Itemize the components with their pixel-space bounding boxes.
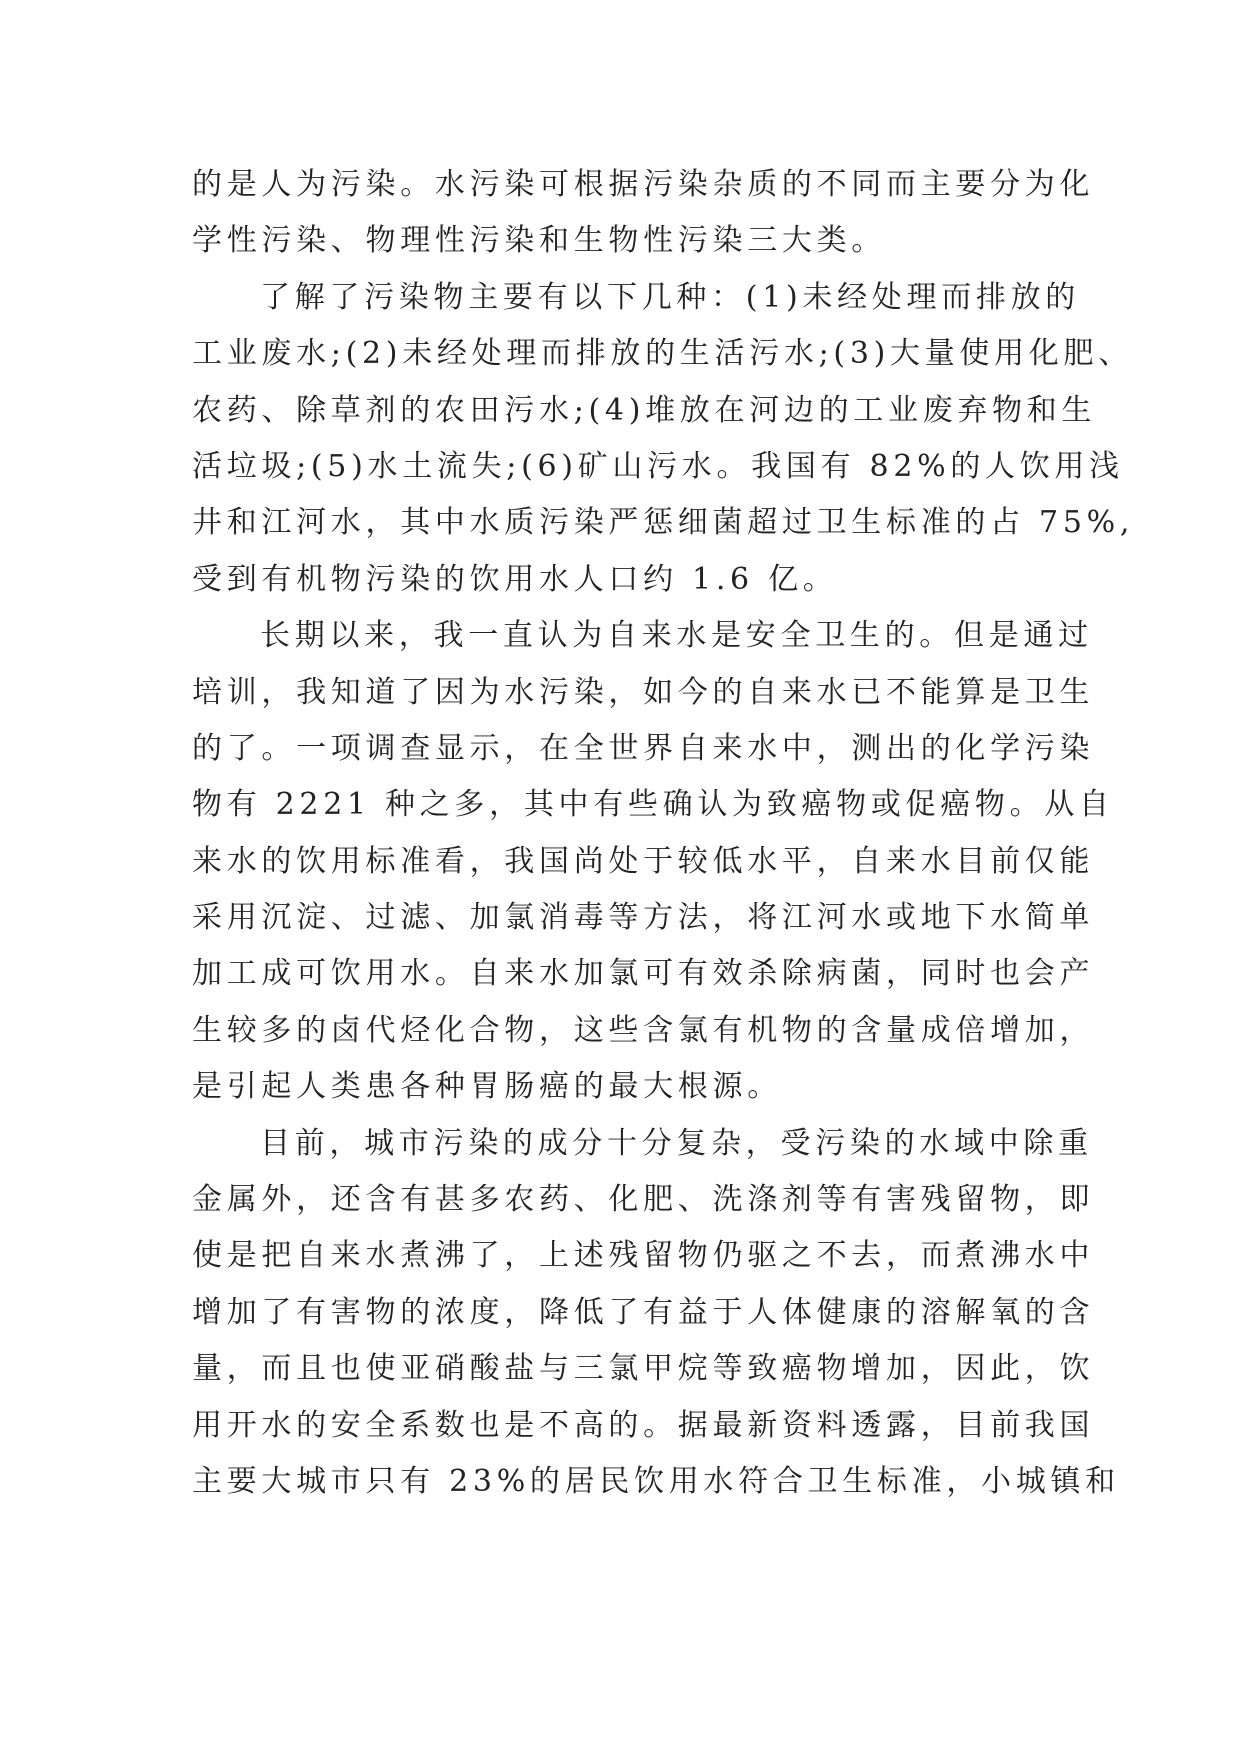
- text-line: 的是人为污染。水污染可根据污染杂质的不同而主要分为化: [192, 167, 1095, 202]
- text-line: 用开水的安全系数也是不高的。据最新资料透露，目前我国: [192, 1407, 1095, 1443]
- text-line: 物有 2221 种之多，其中有些确认为致癌物或促癌物。从自: [192, 787, 1114, 823]
- text-line: 学性污染、物理性污染和生物性污染三大类。: [192, 223, 886, 259]
- text-line: 金属外，还含有甚多农药、化肥、洗涤剂等有害残留物，即: [192, 1182, 1095, 1218]
- text-line: 使是把自来水煮沸了，上述残留物仍驱之不去，而煮沸水中: [192, 1238, 1095, 1274]
- text-line: 主要大城市只有 23%的居民饮用水符合卫生标准，小城镇和: [192, 1463, 1120, 1499]
- text-line: 井和江河水，其中水质污染严惩细菌超过卫生标准的占 75%,: [192, 505, 1135, 541]
- paragraph-start-line: 目前，城市污染的成分十分复杂，受污染的水域中除重: [260, 1125, 1093, 1161]
- text-line: 增加了有害物的浓度，降低了有益于人体健康的溶解氧的含: [192, 1294, 1095, 1330]
- paragraph-start-line: 长期以来，我一直认为自来水是安全卫生的。但是通过: [260, 618, 1093, 654]
- text-line: 生较多的卤代烃化合物，这些含氯有机物的含量成倍增加，: [192, 1012, 1095, 1048]
- text-line: 采用沉淀、过滤、加氯消毒等方法，将江河水或地下水简单: [192, 900, 1095, 936]
- body-text: [192, 157, 1135, 1510]
- paragraph-start-line: 了解了污染物主要有以下几种：(1)未经处理而排放的: [260, 279, 1080, 315]
- text-line: 农药、除草剂的农田污水;(4)堆放在河边的工业废弃物和生: [192, 392, 1097, 428]
- text-line: 活垃圾;(5)水土流失;(6)矿山污水。我国有 82%的人饮用浅: [192, 448, 1124, 484]
- text-line: 受到有机物污染的饮用水人口约 1.6 亿。: [192, 561, 838, 597]
- text-line: 培训，我知道了因为水污染，如今的自来水已不能算是卫生: [192, 674, 1095, 710]
- text-line: 工业废水;(2)未经处理而排放的生活污水;(3)大量使用化肥、: [192, 336, 1133, 372]
- text-line: 的了。一项调查显示，在全世界自来水中，测出的化学污染: [192, 730, 1095, 766]
- text-line: 量，而且也使亚硝酸盐与三氯甲烷等致癌物增加，因此，饮: [192, 1351, 1095, 1387]
- text-line: 来水的饮用标准看，我国尚处于较低水平，自来水目前仅能: [192, 843, 1095, 879]
- text-line: 是引起人类患各种胃肠癌的最大根源。: [192, 1069, 782, 1105]
- text-line: 加工成可饮用水。自来水加氯可有效杀除病菌，同时也会产: [192, 956, 1095, 992]
